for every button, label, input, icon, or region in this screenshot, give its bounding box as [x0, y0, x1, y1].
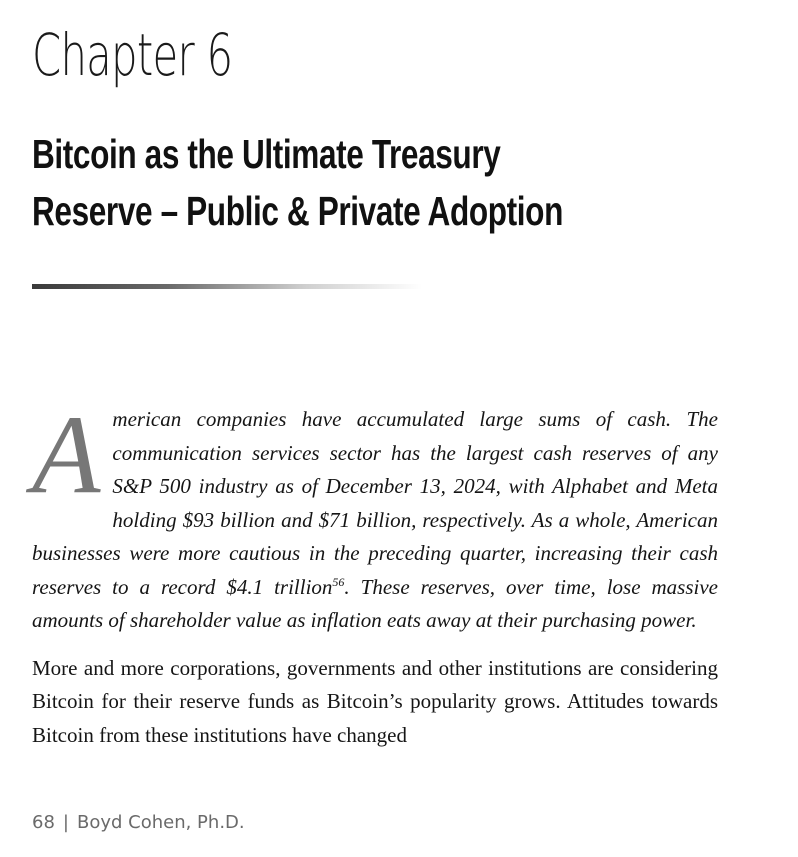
page-number: 68 — [32, 812, 55, 833]
body-text — [32, 393, 718, 752]
body-paragraph: More and more corporations, governments and other institutions are considering Bitcoin for their reserve funds as Bitcoin’s popularity grows. Attitudes towards Bitcoin from these institutions have changed — [32, 655, 718, 747]
chapter-title — [32, 126, 771, 240]
opening-paragraph-tail: . These reserves, over time, lose massive amounts of shareholder value as inflation eats away at their purchasing power. — [32, 574, 718, 632]
footer-separator: | — [62, 812, 69, 833]
title-divider — [32, 284, 422, 289]
drop-cap: A — [32, 393, 101, 517]
footer-author: Boyd Cohen, Ph.D. — [76, 812, 245, 833]
footnote-reference[interactable]: 56 — [332, 574, 345, 589]
chapter-label: Chapter 6 — [32, 21, 233, 89]
opening-paragraph-text: merican companies have accumulated large sums of cash. The communication services sector has the largest cash reserves of any S&P 500 industry as of December 13, 2024, with Alphabet and Meta holding $93 billion and $71 billion, respectively. As a whole, American businesses were more cautious in the preceding quarter, increasing their cash reserves to a record $4.1 trillion — [32, 407, 718, 599]
chapter-title-line-2: Reserve – Public & Private Adoption — [32, 188, 563, 234]
chapter-title-line-1: Bitcoin as the Ultimate Treasury — [32, 131, 501, 177]
page-footer — [32, 812, 245, 833]
opening-paragraph — [32, 393, 718, 638]
